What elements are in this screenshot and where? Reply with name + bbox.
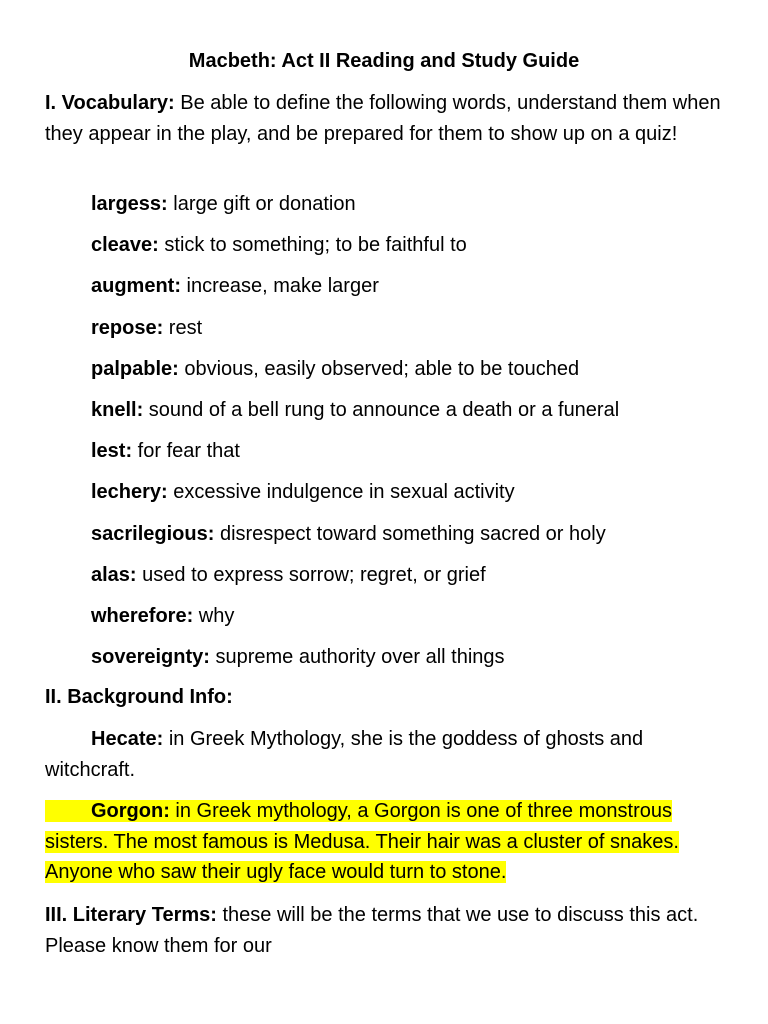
gorgon-term: Gorgon: bbox=[91, 800, 170, 822]
vocab-item bbox=[91, 191, 731, 232]
vocab-definition: used to express sorrow; regret, or grief bbox=[136, 563, 486, 586]
vocab-term: sacrilegious: bbox=[91, 522, 215, 545]
vocab-item bbox=[91, 356, 731, 397]
vocab-term: knell: bbox=[91, 398, 144, 421]
document-title: Macbeth: Act II Reading and Study Guide bbox=[188, 50, 580, 72]
vocab-definition: disrespect toward something sacred or holy bbox=[214, 522, 606, 545]
vocab-definition: large gift or donation bbox=[167, 193, 356, 215]
gorgon-definition: in Greek mythology, a Gorgon is one of three monstrous sisters. The most famous is Medusa. Their hair was a cluster of snakes. Anyone who saw their ugly face would turn to stone. bbox=[45, 800, 679, 883]
literary-terms-section bbox=[45, 900, 725, 961]
vocab-definition: rest bbox=[163, 316, 203, 339]
literary-terms-heading: III. Literary Terms: bbox=[45, 904, 217, 926]
vocab-definition: why bbox=[193, 604, 235, 627]
vocab-definition: supreme authority over all things bbox=[209, 646, 505, 669]
vocabulary-section bbox=[45, 88, 725, 149]
vocab-term: palpable: bbox=[91, 357, 179, 380]
vocabulary-list bbox=[91, 191, 731, 685]
vocab-term: repose: bbox=[91, 316, 164, 339]
vocab-definition: obvious, easily observed; able to be touched bbox=[178, 357, 580, 380]
vocab-item bbox=[91, 603, 731, 644]
gorgon-entry bbox=[45, 796, 725, 888]
background-heading: II. Background Info: bbox=[45, 686, 233, 708]
hecate-definition: in Greek Mythology, she is the goddess of ghosts and witchcraft. bbox=[45, 728, 644, 781]
vocab-definition: sound of a bell rung to announce a death or a funeral bbox=[143, 398, 620, 421]
vocab-item bbox=[91, 479, 731, 520]
hecate-entry bbox=[45, 724, 725, 785]
vocabulary-intro: Be able to define the following words, understand them when they appear in the play, and be prepared for them to show up on a quiz! bbox=[45, 92, 721, 145]
vocab-definition: stick to something; to be faithful to bbox=[158, 234, 467, 257]
vocab-item bbox=[91, 644, 731, 685]
vocab-term: lechery: bbox=[91, 481, 168, 504]
vocab-item bbox=[91, 315, 731, 356]
vocab-item bbox=[91, 273, 731, 314]
vocab-item bbox=[91, 397, 731, 438]
vocab-item bbox=[91, 438, 731, 479]
vocab-term: largess: bbox=[91, 193, 168, 215]
vocab-item bbox=[91, 232, 731, 273]
vocab-definition: excessive indulgence in sexual activity bbox=[167, 481, 515, 504]
vocab-term: augment: bbox=[91, 275, 181, 298]
vocab-term: cleave: bbox=[91, 234, 159, 257]
background-heading-block bbox=[45, 682, 725, 713]
vocab-term: wherefore: bbox=[91, 604, 194, 627]
vocab-definition: increase, make larger bbox=[181, 275, 379, 298]
vocab-item bbox=[91, 521, 731, 562]
gorgon-highlight-indent bbox=[45, 800, 91, 822]
vocab-item bbox=[91, 562, 731, 603]
vocab-term: lest: bbox=[91, 440, 133, 463]
hecate-term: Hecate: bbox=[91, 728, 164, 750]
literary-terms-text: these will be the terms that we use to discuss this act. Please know them for our bbox=[45, 904, 699, 957]
vocab-definition: for fear that bbox=[132, 440, 240, 463]
vocabulary-heading: I. Vocabulary: bbox=[45, 92, 175, 114]
vocab-term: sovereignty: bbox=[91, 646, 210, 669]
vocab-term: alas: bbox=[91, 563, 137, 586]
